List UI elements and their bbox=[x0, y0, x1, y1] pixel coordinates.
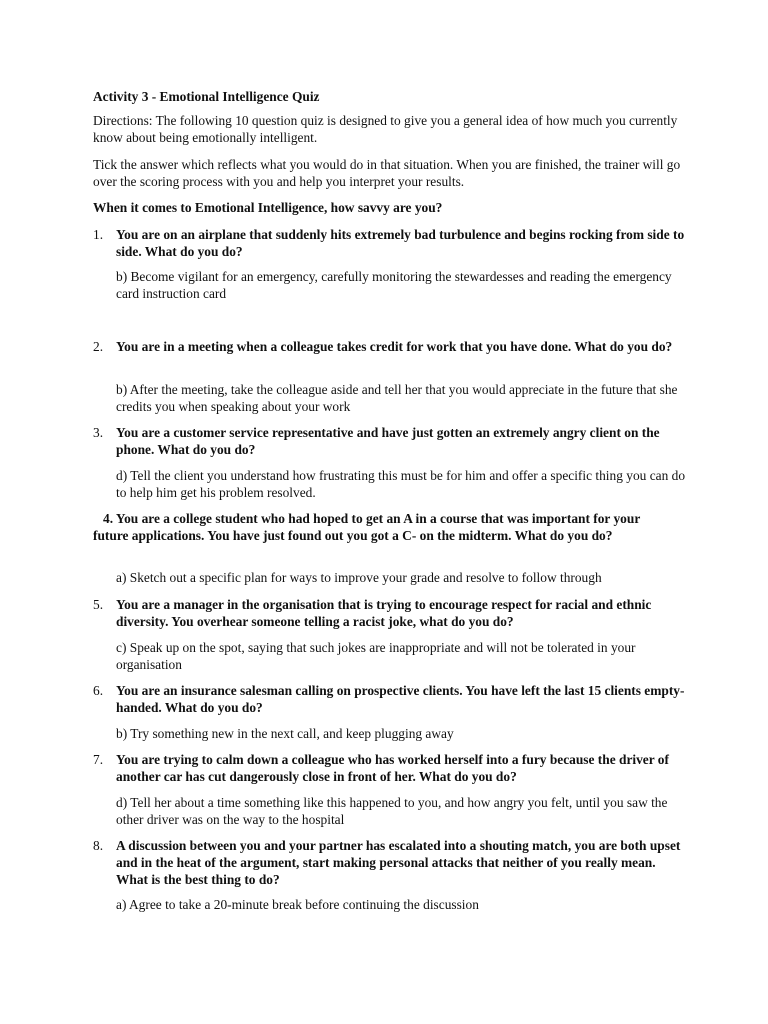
selected-answer: a) Sketch out a specific plan for ways to improve your grade and resolve to follow through bbox=[116, 570, 602, 585]
selected-answer: b) After the meeting, take the colleague aside and tell her that you would appreciate in the future that she credits you when speaking about your work bbox=[116, 382, 678, 414]
question-number: 4. bbox=[103, 511, 114, 526]
question-number: 3. bbox=[93, 425, 104, 440]
selected-answer: c) Speak up on the spot, saying that such jokes are inappropriate and will not be tolerated in your organisation bbox=[116, 640, 636, 672]
selected-answer: b) Try something new in the next call, and keep plugging away bbox=[116, 726, 454, 741]
question-number: 8. bbox=[93, 838, 104, 853]
selected-answer: b) Become vigilant for an emergency, carefully monitoring the stewardesses and reading the emergency card instruction card bbox=[116, 269, 672, 301]
selected-answer: a) Agree to take a 20-minute break before continuing the discussion bbox=[116, 897, 479, 912]
selected-answer: d) Tell the client you understand how frustrating this must be for him and offer a specific thing you can do to help him get his problem resolved. bbox=[116, 468, 686, 500]
question-number: 2. bbox=[93, 339, 104, 354]
question-text: A discussion between you and your partner has escalated into a shouting match, you are both upset and in the heat of the argument, start making personal attacks that neither of you really mean. What is the best thing to do? bbox=[116, 838, 681, 887]
page-title: Activity 3 - Emotional Intelligence Quiz bbox=[93, 89, 320, 104]
question-body: You are a college student who had hoped to get an A in a course that was important for your future applications. You have just found out you got a C- on the midterm. What do you do? bbox=[93, 511, 641, 543]
question-text: You are trying to calm down a colleague who has worked herself into a fury because the driver of another car has cut dangerously close in front of her. What do you do? bbox=[116, 752, 669, 784]
selected-answer: d) Tell her about a time something like this happened to you, and how angry you felt, until you saw the other driver was on the way to the hospital bbox=[116, 795, 668, 827]
question-text: You are a manager in the organisation that is trying to encourage respect for racial and ethnic diversity. You overhear someone telling a racist joke, what do you do? bbox=[116, 597, 652, 629]
directions-paragraph: Directions: The following 10 question quiz is designed to give you a general idea of how much you currently know about being emotionally intelligent. bbox=[93, 113, 678, 145]
question-text bbox=[93, 510, 673, 544]
question-number: 5. bbox=[93, 597, 104, 612]
question-number: 7. bbox=[93, 752, 104, 767]
quiz-heading: When it comes to Emotional Intelligence, how savvy are you? bbox=[93, 200, 443, 215]
question-text: You are a customer service representative and have just gotten an extremely angry client on the phone. What do you do? bbox=[116, 425, 660, 457]
question-text: You are an insurance salesman calling on prospective clients. You have left the last 15 clients empty-handed. What do you do? bbox=[116, 683, 685, 715]
question-number: 1. bbox=[93, 227, 104, 242]
instructions-paragraph: Tick the answer which reflects what you would do in that situation. When you are finished, the trainer will go over the scoring process with you and help you interpret your results. bbox=[93, 157, 681, 189]
question-number: 6. bbox=[93, 683, 104, 698]
question-text: You are on an airplane that suddenly hits extremely bad turbulence and begins rocking from side to side. What do you do? bbox=[116, 227, 685, 259]
question-text: You are in a meeting when a colleague takes credit for work that you have done. What do you do? bbox=[116, 339, 673, 354]
